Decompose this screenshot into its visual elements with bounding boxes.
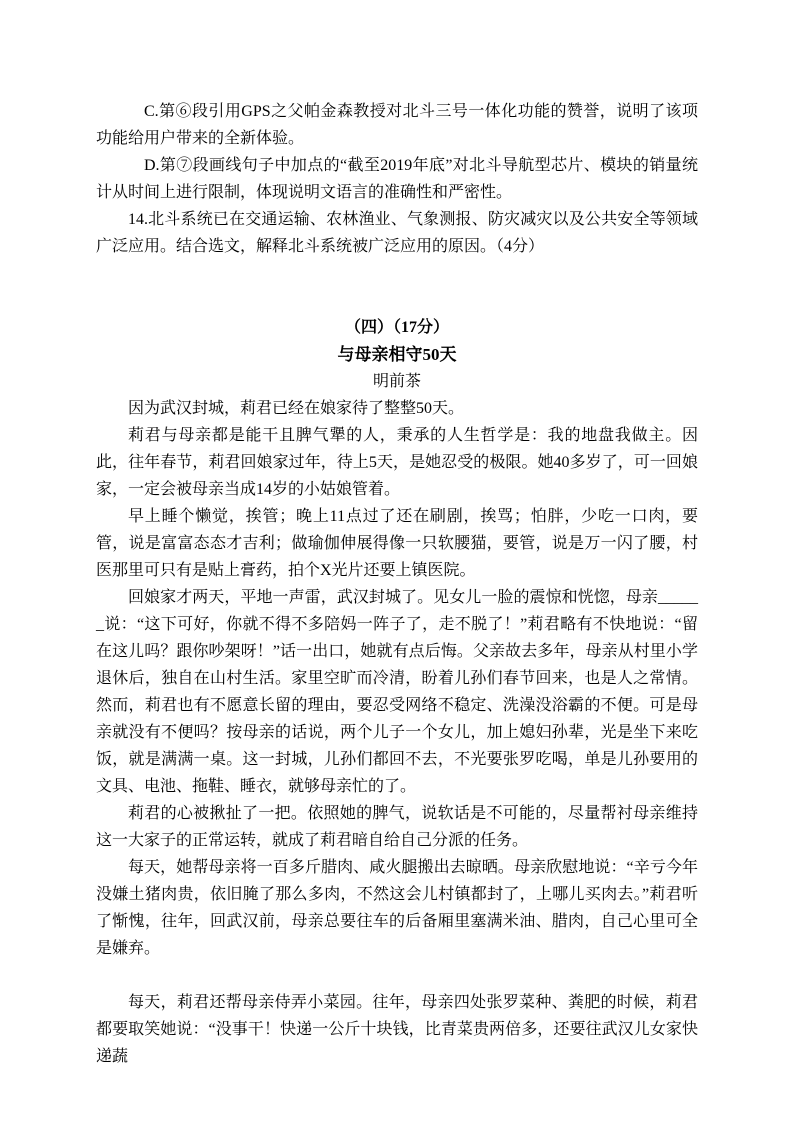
body-paragraph: 莉君与母亲都是能干且脾气犟的人，秉承的人生哲学是：我的地盘我做主。因此，往年春节，莉君回娘家过年，待上5天，是她忍受的极限。她40多岁了，可一回娘家，一定会被母亲当成14岁的小姑娘管着。 <box>96 427 698 498</box>
body-paragraph: 每天，她帮母亲将一百多斤腊肉、咸火腿搬出去晾晒。母亲欣慰地说：“辛亏今年没嫌土猪肉贵，依旧腌了那么多肉，不然这会儿村镇都封了，上哪儿买肉去。”莉君听了惭愧，往年，回武汉前，母亲总要往车的后备厢里塞满米油、腊肉，自己心里可全是嫌弃。 <box>96 859 698 957</box>
essay-author: 明前茶 <box>372 373 421 390</box>
body-paragraph: 莉君的心被揪扯了一把。依照她的脾气，说软话是不可能的，尽量帮衬母亲维持这一大家子的正常运转，就成了莉君暗自给自己分派的任务。 <box>96 805 698 849</box>
question-14: 14.北斗系统已在交通运输、农林渔业、气象测报、防灾减灾以及公共安全等领域广泛应用。结合选文，解释北斗系统被广泛应用的原因。（4分） <box>96 211 698 255</box>
body-paragraph: 每天，莉君还帮母亲侍弄小菜园。往年，母亲四处张罗菜种、粪肥的时候，莉君都要取笑她说：“没事干！快递一公斤十块钱，比青菜贵两倍多，还要往武汉儿女家快递蔬 <box>96 994 698 1065</box>
section-header: （四）（17分） <box>344 319 449 336</box>
body-paragraph: 回娘家才两天，平地一声雷，武汉封城了。见女儿一脸的震惊和恍惚，母亲______说：“这下可好，你就不得不多陪妈一阵子了，走不脱了！”莉君略有不快地说：“留在这儿吗？跟你吵架呀！”话一出口，她就有点后悔。父亲故去多年，母亲从村里小学退休后，独自在山村生活。家里空旷而冷清，盼着儿孙们春节回来，也是人之常情。然而，莉君也有不愿意长留的理由，要忍受网络不稳定、洗澡没浴霸的不便。可是母亲就没有不便吗？按母亲的话说，两个儿子一个女儿，加上媳妇孙辈，光是坐下来吃饭，就是满满一桌。这一封城，儿孙们都回不去，不光要张罗吃喝，单是儿孙要用的文具、电池、拖鞋、睡衣，就够母亲忙的了。 <box>96 589 698 795</box>
essay-title: 与母亲相守50天 <box>337 345 457 364</box>
option-d: D.第⑦段画线句子中加点的“截至2019年底”对北斗导航型芯片、模块的销量统计从时间上进行限制，体现说明文语言的准确性和严密性。 <box>96 157 698 201</box>
option-c: C.第⑥段引用GPS之父帕金森教授对北斗三号一体化功能的赞誉，说明了该项功能给用户带来的全新体验。 <box>96 103 698 147</box>
body-paragraph: 早上睡个懒觉，挨管；晚上11点过了还在刷剧，挨骂；怕胖，少吃一口肉，要管，说是富富态态才吉利；做瑜伽伸展得像一只软腰猫，要管，说是万一闪了腰，村医那里可只有是贴上膏药，拍个X光片还要上镇医院。 <box>96 508 698 579</box>
body-paragraph: 因为武汉封城，莉君已经在娘家待了整整50天。 <box>128 400 465 417</box>
